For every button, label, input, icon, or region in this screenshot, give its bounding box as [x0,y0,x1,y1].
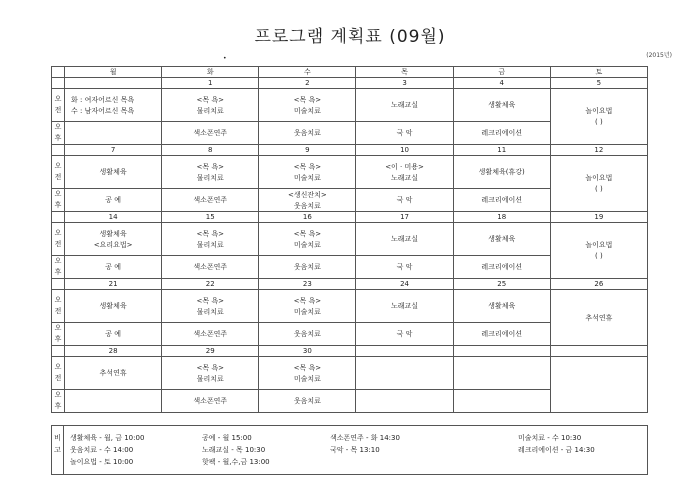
remark-item: 노래교실 - 목 10:30 [202,446,266,454]
weekday-3: 목 [356,67,453,78]
am-cell [65,156,162,189]
cell-content [356,101,452,109]
cell-line: 색소폰연주 [193,196,228,204]
date-row-side [52,145,65,156]
cell-content [162,163,258,182]
ampm-char: 전 [54,307,62,315]
saturday-cell [550,223,647,279]
cell-line: 국 악 [396,129,413,137]
date-number: 18 [453,212,550,223]
cell-content [65,230,161,249]
am-row [52,290,648,323]
date-number: 7 [65,145,162,156]
cell-content [356,330,452,338]
cell-line: ( ) [595,185,603,193]
ampm-char: 전 [54,240,62,248]
date-number: 11 [453,145,550,156]
cell-content [551,314,647,322]
pm-cell [453,189,550,212]
pm-cell [65,256,162,279]
cell-line: 레크리에이션 [481,263,522,271]
date-number: 1 [162,78,259,89]
ampm-char: 후 [54,402,62,410]
date-row-side [52,346,65,357]
cell-line: 레크리에이션 [481,330,522,338]
cell-line: 미술치료 [293,307,321,316]
cell-content [259,297,355,316]
cell-line: <목 욕> [293,296,322,305]
remark-item: 핫팩 - 월,수,금 13:00 [202,458,270,466]
ampm-label [52,357,65,390]
am-cell [162,89,259,122]
saturday-cell [550,290,647,346]
cell-line: <이 · 미용> [385,162,424,171]
am-cell [162,223,259,256]
am-cell [356,156,453,189]
cell-content [259,191,355,210]
cell-content [454,302,550,310]
remark-item: 미술치료 - 수 10:30 [518,434,582,442]
date-number: 12 [550,145,647,156]
ampm-label [52,89,65,122]
cell-content [162,263,258,271]
cell-line: 색소폰연주 [193,397,228,405]
cell-content [259,163,355,182]
cell-content [356,196,452,204]
ampm-char: 오 [54,296,62,304]
date-row-side [52,279,65,290]
cell-content [259,129,355,137]
cell-line: 놀이요법 [585,107,613,115]
am-row [52,156,648,189]
ampm-label [52,390,65,413]
am-cell [259,156,356,189]
pm-cell [356,189,453,212]
cell-line: 노래교실 [391,101,419,109]
date-number: 22 [162,279,259,290]
page-title: 프로그램 계획표 (09월) [254,27,446,47]
cell-line: <요리요법> [93,240,133,249]
cell-content [65,263,161,271]
am-cell [65,290,162,323]
remarks-label [52,426,64,474]
cell-line: 웃음치료 [293,330,321,338]
cell-line: 미술치료 [293,240,321,249]
cell-line: 미술치료 [293,106,321,115]
ampm-char: 후 [54,268,62,276]
date-number: 21 [65,279,162,290]
cell-line: 공 예 [105,196,121,204]
saturday-cell [550,89,647,145]
cell-line: <생신잔치> [288,190,327,199]
cell-content [162,297,258,316]
cell-content [454,235,550,243]
ampm-label [52,256,65,279]
pm-cell [162,323,259,346]
remark-item: 웃음치료 - 수 14:00 [70,446,134,454]
remarks-box [51,425,648,475]
pm-cell [162,390,259,413]
cell-line: 국 악 [396,196,413,204]
cell-content [65,196,161,204]
ampm-label [52,323,65,346]
am-cell [65,89,162,122]
cell-line: 생활체육(휴강) [478,168,525,176]
date-row [52,279,648,290]
cell-line: <목 욕> [196,95,224,104]
saturday-cell [550,357,647,413]
cell-line: 화 : 여자어르신 목욕 [71,95,135,104]
pm-cell [65,323,162,346]
cell-line: 생활체육 [488,302,516,310]
pm-cell [162,189,259,212]
cell-content [454,129,550,137]
cell-line: 노래교실 [391,302,419,310]
date-number: 19 [550,212,647,223]
ampm-char: 오 [54,257,62,265]
cell-content [454,330,550,338]
am-cell [162,357,259,390]
date-number [453,346,550,357]
ampm-label [52,290,65,323]
date-row [52,78,648,89]
pm-cell [356,390,453,413]
ampm-char: 오 [54,324,62,332]
cell-line: 레크리에이션 [481,129,522,137]
cell-line: 웃음치료 [293,129,321,137]
cell-line: 색소폰연주 [193,330,228,338]
date-number: 2 [259,78,356,89]
cell-line: 물리치료 [196,106,224,115]
date-number: 8 [162,145,259,156]
stray-mark: • [223,55,227,62]
ampm-label [52,223,65,256]
cell-line: ( ) [595,252,603,260]
cell-line: 레크리에이션 [481,196,522,204]
cell-content [65,302,161,310]
ampm-char: 오 [54,162,62,170]
cell-line: 공 예 [105,263,121,271]
remark-item: 생활체육 - 월, 금 10:00 [70,434,145,442]
date-row-side [52,78,65,89]
remark-item: 공예 - 월 15:00 [202,434,252,442]
cell-content [551,241,647,260]
weekday-header-row [52,67,648,78]
cell-content [356,235,452,243]
date-number: 24 [356,279,453,290]
cell-line: 물리치료 [196,307,224,316]
cell-line: 놀이요법 [585,241,613,249]
ampm-label [52,156,65,189]
cell-content [454,196,550,204]
ampm-char: 오 [54,229,62,237]
cell-line: <목 욕> [293,95,322,104]
cell-line: 미술치료 [293,173,321,182]
cell-content [65,369,161,377]
remark-item: 국악 - 목 13:10 [330,446,380,454]
date-number: 10 [356,145,453,156]
cell-line: 미술치료 [293,374,321,383]
date-number: 26 [550,279,647,290]
ampm-char: 오 [54,363,62,371]
pm-cell [65,122,162,145]
cell-content [162,330,258,338]
cell-line: 물리치료 [196,374,224,383]
cell-line: 웃음치료 [293,397,321,405]
cell-content [65,330,161,338]
am-cell [259,223,356,256]
pm-cell [259,323,356,346]
date-number: 4 [453,78,550,89]
date-row [52,145,648,156]
saturday-cell [550,156,647,212]
am-row [52,89,648,122]
am-cell [453,357,550,390]
cell-content [454,263,550,271]
cell-content [259,230,355,249]
am-row [52,357,648,390]
date-number: 15 [162,212,259,223]
cell-line: 수 : 남자어르신 목욕 [71,106,135,115]
cell-line: 공 예 [105,330,121,338]
remark-item: 놀이요법 - 토 10:00 [70,458,134,466]
cell-line: <목 욕> [293,363,322,372]
cell-content [454,168,550,176]
date-number: 28 [65,346,162,357]
weekday-2: 수 [259,67,356,78]
cell-content [162,96,258,115]
weekday-5: 토 [550,67,647,78]
pm-cell [259,189,356,212]
year-label: (2015년) [646,52,672,59]
date-number: 30 [259,346,356,357]
cell-content [259,397,355,405]
pm-cell [65,390,162,413]
cell-line: 노래교실 [391,235,419,243]
ampm-char: 오 [54,95,62,103]
ampm-label [52,122,65,145]
am-cell [356,290,453,323]
cell-line: 생활체육 [99,168,127,176]
cell-line: 물리치료 [196,240,224,249]
am-cell [356,357,453,390]
pm-cell [259,390,356,413]
cell-content [551,107,647,126]
pm-cell [453,323,550,346]
program-calendar-table [51,66,648,413]
am-cell [453,156,550,189]
date-number: 25 [453,279,550,290]
remark-item: 레크리에이션 - 금 14:30 [518,446,595,454]
date-number: 23 [259,279,356,290]
cell-content [162,196,258,204]
cell-content [551,174,647,193]
am-cell [453,223,550,256]
date-number [550,346,647,357]
cell-content [162,397,258,405]
cell-line: 생활체육 [488,101,516,109]
date-number: 9 [259,145,356,156]
ampm-char: 오 [54,123,62,131]
cell-content [259,96,355,115]
date-number: 3 [356,78,453,89]
ampm-char: 후 [54,134,62,142]
ampm-char: 후 [54,201,62,209]
date-number [356,346,453,357]
am-row [52,223,648,256]
cell-line: <목 욕> [196,363,224,372]
am-cell [356,89,453,122]
cell-content [65,168,161,176]
cell-content [356,163,452,182]
date-number [65,78,162,89]
date-number: 5 [550,78,647,89]
cell-line: 생활체육 [99,302,127,310]
pm-cell [259,122,356,145]
cell-line: <목 욕> [196,296,224,305]
weekday-0: 월 [65,67,162,78]
weekday-4: 금 [453,67,550,78]
cell-content [162,230,258,249]
pm-cell [162,122,259,145]
cell-line: 추석연휴 [585,313,613,322]
date-row [52,346,648,357]
cell-content [356,129,452,137]
remarks-char: 고 [54,446,61,454]
am-cell [259,357,356,390]
cell-line: 노래교실 [391,173,419,182]
cell-line: <목 욕> [293,229,322,238]
ampm-char: 오 [54,391,62,399]
cell-content [162,364,258,383]
cell-line: 색소폰연주 [193,263,228,271]
pm-cell [259,256,356,279]
pm-cell [356,256,453,279]
am-cell [65,223,162,256]
cell-content [356,263,452,271]
cell-line: 국 악 [396,330,413,338]
weekday-1: 화 [162,67,259,78]
pm-cell [356,323,453,346]
ampm-char: 전 [54,173,62,181]
cell-line: <목 욕> [196,162,224,171]
cell-content [356,302,452,310]
cell-line: 국 악 [396,263,413,271]
date-number: 17 [356,212,453,223]
cell-line: 놀이요법 [585,174,613,182]
cell-line: 웃음치료 [293,263,321,271]
am-cell [259,89,356,122]
cell-content [162,129,258,137]
cell-content [65,96,161,115]
ampm-char: 전 [54,374,62,382]
cell-content [259,330,355,338]
cell-line: 색소폰연주 [193,129,228,137]
pm-cell [65,189,162,212]
ampm-char: 오 [54,190,62,198]
cell-line: 생활체육 [488,235,516,243]
am-cell [162,156,259,189]
pm-cell [453,390,550,413]
date-number: 29 [162,346,259,357]
remark-item: 색소폰연주 - 화 14:30 [330,434,400,442]
cell-content [259,364,355,383]
am-cell [356,223,453,256]
pm-cell [356,122,453,145]
am-cell [65,357,162,390]
am-cell [453,89,550,122]
cell-line: 웃음치료 [293,201,321,210]
corner-cell [52,67,65,78]
ampm-label [52,189,65,212]
remarks-char: 비 [54,434,61,442]
cell-line: <목 욕> [293,162,322,171]
am-cell [453,290,550,323]
pm-cell [453,256,550,279]
date-number: 16 [259,212,356,223]
cell-line: 생활체육 [99,229,127,238]
date-number: 14 [65,212,162,223]
am-cell [162,290,259,323]
cell-line: <목 욕> [196,229,224,238]
cell-line: 추석연휴 [99,369,127,377]
cell-line: ( ) [595,118,603,126]
date-row-side [52,212,65,223]
am-cell [259,290,356,323]
ampm-char: 전 [54,106,62,114]
cell-line: 물리치료 [196,173,224,182]
ampm-char: 후 [54,335,62,343]
pm-cell [162,256,259,279]
date-row [52,212,648,223]
cell-content [454,101,550,109]
cell-content [259,263,355,271]
pm-cell [453,122,550,145]
